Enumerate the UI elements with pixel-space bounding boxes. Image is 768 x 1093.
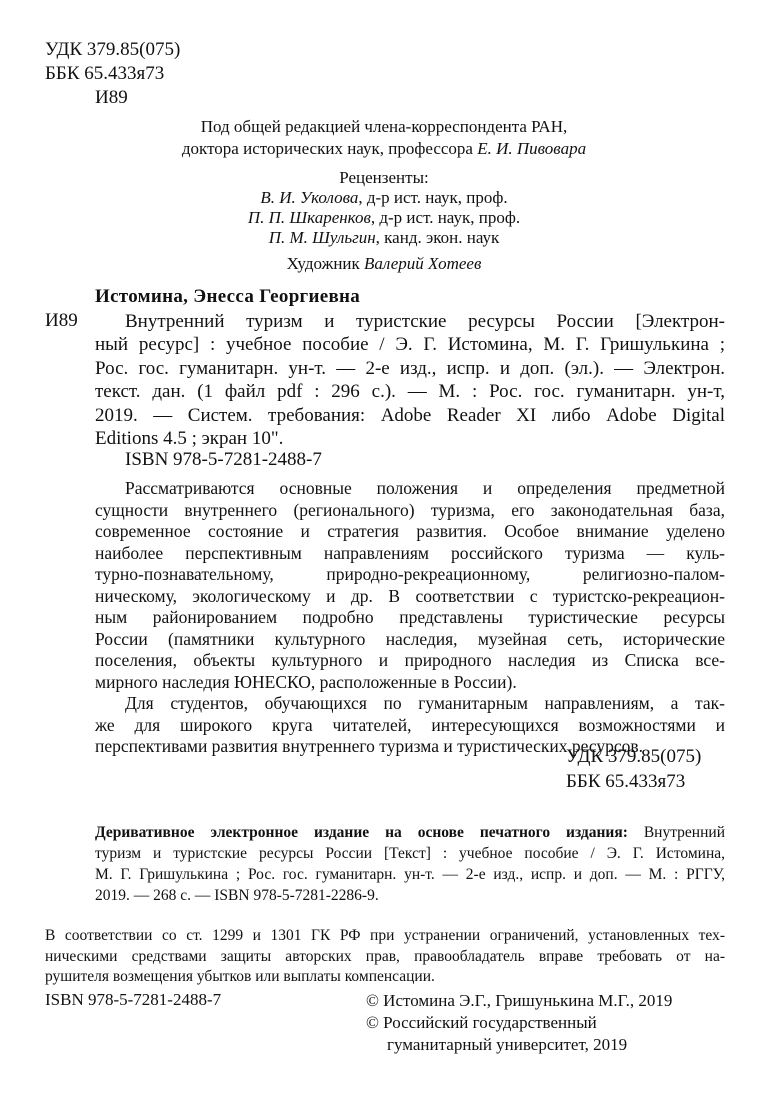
- derivative-heading: Деривативное электронное издание на основе печатного издания:: [95, 824, 628, 841]
- reviewer-name: П. П. Шкаренков: [247, 208, 371, 227]
- editorial-line-1: Под общей редакцией члена-корреспондента РАН,: [200, 117, 568, 136]
- reviewer-title: , д-р ист. наук, проф.: [370, 208, 521, 227]
- derivative-line: туризм и туристские ресурсы России [Текст] : учебное пособие / Э. Г. Истомина,: [95, 845, 725, 862]
- law-line: рушителя возмещения убытков или выплаты компенсации.: [45, 968, 435, 985]
- udk-code: УДК 379.85(075): [566, 746, 702, 767]
- artist-label: Художник: [286, 254, 365, 273]
- annotation-line: сущности внутреннего (регионального) туризма, его законодательная база,: [95, 499, 725, 520]
- catalog-symbol: И89: [45, 310, 78, 331]
- udk-code: УДК 379.85(075): [45, 39, 181, 60]
- annotation-line: современное состояние и стратегия развития. Особое внимание уделено: [95, 521, 725, 541]
- bbk-code: ББК 65.433я73: [45, 63, 165, 84]
- classification-codes-bottom: [566, 744, 701, 794]
- derivative-title-start: Внутренний: [627, 824, 725, 841]
- reviewer-name: В. И. Уколова: [260, 188, 359, 207]
- bbk-code: ББК 65.433я73: [566, 771, 686, 792]
- derivative-line: 2019. — 268 с. — ISBN 978-5-7281-2286-9.: [95, 887, 379, 904]
- annotation-line: наиболее перспективным направлениям российского туризма — куль-: [95, 542, 725, 563]
- reviewer: [0, 228, 768, 248]
- reviewers-block: [0, 168, 768, 248]
- editor-name: Е. И. Пивовара: [477, 139, 587, 158]
- annotation-line: перспективами развития внутреннего туризма и туристических ресурсов.: [95, 736, 644, 756]
- editorial-note: [0, 116, 768, 160]
- editorial-title: доктора исторических наук, профессора: [181, 139, 478, 158]
- bib-line: Editions 4.5 ; экран 10".: [95, 428, 284, 450]
- bib-line: ный ресурс] : учебное пособие / Э. Г. Истомина, М. Г. Гришулькина ;: [95, 334, 725, 356]
- annotation-line: турно-познавательному, природно-рекреационному, религиозно-палом-: [95, 564, 725, 584]
- annotation-line: России (памятники культурного наследия, музейная сеть, исторические: [95, 628, 725, 649]
- copyright-block: [366, 990, 672, 1056]
- law-line: ническими средствами защиты авторских прав, правообладатель вправе требовать от на-: [45, 947, 725, 965]
- annotation-line: поселения, объекты культурного и природного наследия из Списка все-: [95, 650, 725, 670]
- copyright-line: © Истомина Э.Г., Гришунькина М.Г., 2019: [366, 991, 673, 1010]
- bib-line: 2019. — Систем. требования: Adobe Reader XI либо Adobe Digital: [95, 404, 725, 426]
- reviewer-title: , д-р ист. наук, проф.: [358, 188, 508, 207]
- bib-line: Внутренний туризм и туристские ресурсы России [Электрон-: [125, 311, 725, 332]
- annotation-line: же для широкого круга читателей, интересующихся возможностями и: [95, 714, 725, 735]
- reviewer-title: , канд. экон. наук: [375, 228, 500, 247]
- copyright-law-notice: [45, 926, 725, 988]
- bib-line: Рос. гос. гуманитарн. ун-т. — 2-е изд., испр. и доп. (эл.). — Электрон.: [95, 357, 725, 379]
- artist-credit: [0, 253, 768, 275]
- catalog-author: Истомина, Энесса Георгиевна: [95, 286, 361, 307]
- reviewer-name: П. М. Шульгин: [268, 228, 376, 247]
- artist-name: Валерий Хотеев: [364, 254, 482, 273]
- reviewers-heading: Рецензенты:: [339, 168, 429, 187]
- annotation-line: ническому, экологическому и др. В соответствии с туристско-рекреацион-: [95, 585, 725, 606]
- copyright-line: гуманитарный университет, 2019: [387, 1035, 628, 1054]
- reviewer: [0, 188, 768, 208]
- copyright-line: © Российский государственный: [366, 1013, 597, 1032]
- bibliographic-record: [95, 310, 725, 450]
- bib-line: текст. дан. (1 файл pdf : 296 с.). — М. : Рос. гос. гуманитарн. ун-т,: [95, 381, 725, 403]
- catalog-isbn: ISBN 978-5-7281-2488-7: [125, 449, 322, 470]
- annotation-line: Для студентов, обучающихся по гуманитарным направлениям, а так-: [125, 693, 725, 713]
- law-line: В соответствии со ст. 1299 и 1301 ГК РФ при устранении ограничений, установленных тех-: [45, 927, 725, 944]
- derivative-line: М. Г. Гришулькина ; Рос. гос. гуманитарн. ун-т. — 2-е изд., испр. и доп. — М. : РГГУ,: [95, 866, 725, 883]
- derivative-line: [95, 822, 725, 843]
- annotation-line: ным районированием подробно представлены туристические ресурсы: [95, 607, 725, 627]
- annotation-line: Рассматриваются основные положения и определения предметной: [125, 478, 725, 498]
- editorial-line-2: [0, 138, 768, 160]
- footer-isbn: ISBN 978-5-7281-2488-7: [45, 990, 222, 1009]
- derivative-edition-note: [95, 822, 725, 906]
- annotation: [95, 478, 725, 758]
- author-mark: И89: [95, 87, 128, 108]
- classification-codes: [45, 38, 180, 110]
- annotation-line: мирного наследия ЮНЕСКО, расположенные в России).: [95, 671, 517, 692]
- reviewer: [0, 208, 768, 228]
